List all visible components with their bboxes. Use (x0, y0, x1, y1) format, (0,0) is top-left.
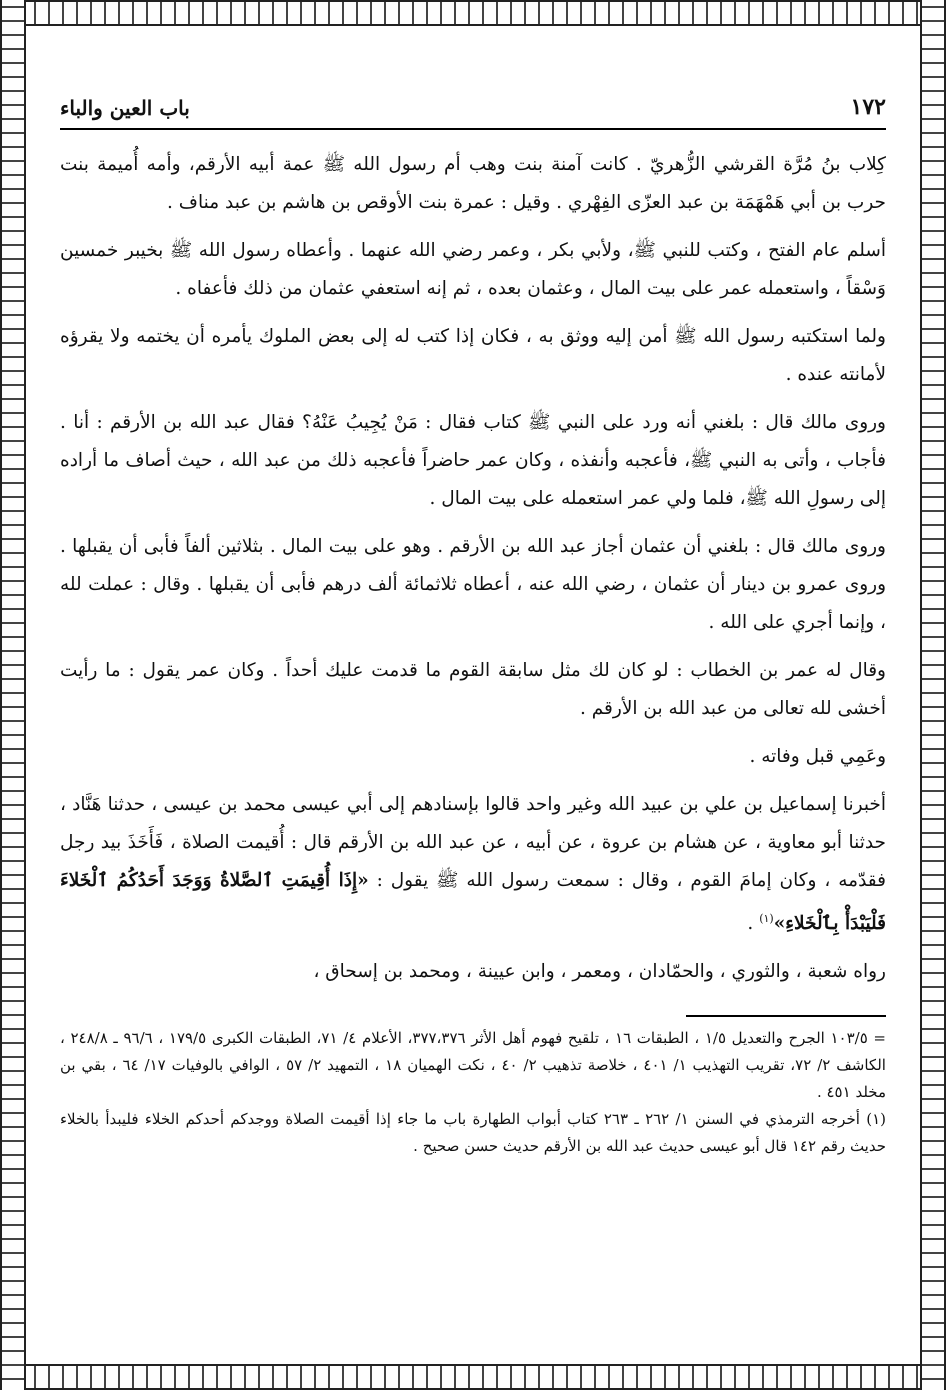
footnote-ref: (١) (759, 912, 774, 925)
main-text (60, 146, 886, 991)
page-border-bottom (0, 1364, 946, 1390)
paragraph: أسلم عام الفتح ، وكتب للنبي ﷺ، ولأبي بكر ، وعمر رضي الله عنهما . وأعطاه رسول الله ﷺ بخيبر خمسين وَسْقاً ، واستعمله عمر على بيت المال ، وعثمان بعده ، ثم إنه استعفي عثمان من ذلك فأعفاه . (60, 240, 886, 299)
page-number: ١٧٢ (850, 94, 886, 120)
book-page (60, 40, 886, 1350)
paragraph: رواه شعبة ، والثوري ، والحمّادان ، ومعمر ، وابن عيينة ، ومحمد بن إسحاق ، (313, 961, 886, 983)
page-border-left (0, 0, 26, 1390)
paragraph-with-hadith: أخبرنا إسماعيل بن علي بن عبيد الله وغير واحد قالوا بإسنادهم إلى أبي عيسى محمد بن عيسى ، حدثنا هَنَّاد ، حدثنا أبو معاوية ، عن هشام بن عروة ، عن أبيه ، عن عبد الله بن الأرقم قال : أُقيمت الصلاة ، فَأَخَذَ بيد رجل فقدّمه ، وكان إمامَ القوم ، وقال : سمعت رسول الله ﷺ يقول : «إِذَا أُقِيمَتِ ٱلصَّلاةُ وَوَجَدَ أَحَدُكُمُ ٱلْخَلاءَ فَلْيَبْدَأْ بِٱلْخَلاءِ»$^{(١)}$ . (60, 794, 886, 935)
paragraph: وروى مالك قال : بلغني أن عثمان أجاز عبد الله بن الأرقم . وهو على بيت المال . بثلاثين ألفاً فأبى أن يقبلها . وروى عمرو بن دينار أن عثمان ، رضي الله عنه ، أعطاه ثلاثمائة ألف درهم فأبى أن يقبلها . وقال : عملت لله ، وإنما أجري على الله . (60, 536, 886, 633)
footnote: = ١٠٣/٥ الجرح والتعديل ١/٥ ، الطبقات ١٦ ، تلقيح فهوم أهل الأثر ٣٧٧،٣٧٦، الأعلام ٤/ ٧١، الطبقات الكبرى ١٧٩/٥ ، ٩٦/٦ ـ ٢٤٨/٨ ، الكاشف ٢/ ٧٢، تقريب التهذيب ١/ ٤٠١ ، خلاصة تذهيب ٢/ ٤٠ ، نكت الهميان ١٨ ، التمهيد ٢/ ٥٧ ، الوافي بالوفيات ١٧/ ٦٤ ، بقي بن مخلد ٤٥١ . (60, 1029, 887, 1102)
paragraph: ولما استكتبه رسول الله ﷺ أمن إليه ووثق به ، فكان إذا كتب له إلى بعض الملوك يأمره أن يختمه ولا يقرؤه لأمانته عنده . (60, 326, 886, 385)
paragraph: وعَمِي قبل وفاته . (749, 746, 886, 767)
footnote: (١) أخرجه الترمذي في السنن ١/ ٢٦٢ ـ ٢٦٣ كتاب أبواب الطهارة باب ما جاء إذا أقيمت الصلاة ووجدكم أحدكم الخلاء فليبدأ بالخلاء حديث رقم ١٤٢ قال أبو عيسى حديث عبد الله بن الأرقم حديث حسن صحيح . (60, 1110, 886, 1156)
hadith-quote: «إِذَا أُقِيمَتِ ٱلصَّلاةُ وَوَجَدَ أَحَدُكُمُ ٱلْخَلاءَ فَلْيَبْدَأْ بِٱلْخَلاءِ» (60, 870, 886, 935)
section-title: باب العين والباء (60, 96, 190, 120)
page-border-top (0, 0, 946, 26)
paragraph: وقال له عمر بن الخطاب : لو كان لك مثل سابقة القوم ما قدمت عليك أحداً . وكان عمر يقول : ما رأيت أخشى لله تعالى من عبد الله بن الأرقم . (60, 660, 886, 719)
paragraph: كِلاب بنُ مُرَّة القرشي الزُّهريّ . كانت آمنة بنت وهب أم رسول الله ﷺ عمة أبيه الأرقم، وأمه أُميمة بنت حرب بن أبي هَمْهَمَة بن عبد العزّى الفِهْري . وقيل : عمرة بنت الأوقص بن هاشم بن عبد مناف . (60, 154, 886, 213)
page-header (60, 40, 886, 130)
footnotes (60, 1025, 886, 1160)
paragraph-text: أخبرنا إسماعيل بن علي بن عبيد الله وغير واحد قالوا بإسنادهم إلى أبي عيسى محمد بن عيسى ، حدثنا هَنَّاد ، حدثنا أبو معاوية ، عن هشام بن عروة ، عن أبيه ، عن عبد الله بن الأرقم قال : أُقيمت الصلاة ، فَأَخَذَ بيد رجل فقدّمه ، وكان إمامَ القوم ، وقال : سمعت رسول الله ﷺ يقول : (60, 794, 886, 891)
page-border-right (920, 0, 946, 1390)
paragraph: وروى مالك قال : بلغني أنه ورد على النبي ﷺ كتاب فقال : مَنْ يُجِيبُ عَنْهُ؟ فقال عبد الله بن الأرقم : أنا . فأجاب ، وأتى به النبي ﷺ، فأعجبه وأنفذه ، وكان عمر حاضراً فأعجبه ذلك من عبد الله ، حيث أصاف ما أراده إلى رسولِ الله ﷺ، فلما ولي عمر استعمله على بيت المال . (60, 412, 886, 509)
footnote-separator (686, 1015, 886, 1017)
